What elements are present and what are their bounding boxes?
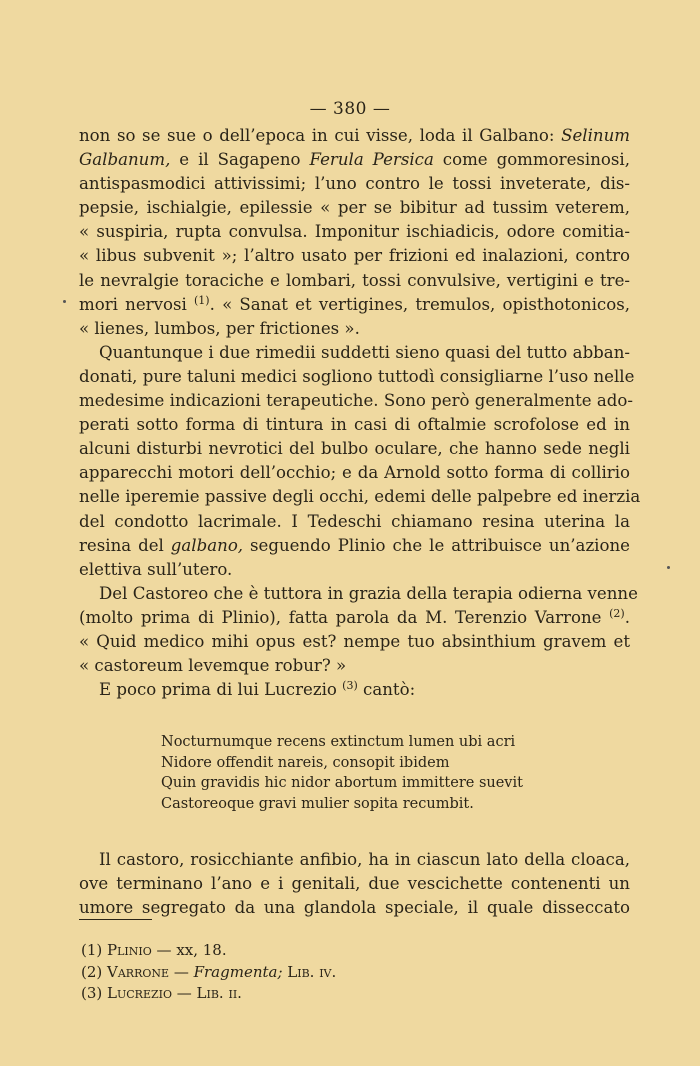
text-run: perati sotto forma di tintura in casi di oftalmie scrofolose ed in [79,415,630,435]
text-run: seguendo Plinio che le attribuisce un’azione [243,535,630,555]
text-run: umore segregato da una glandola speciale, il quale disseccato [79,897,630,917]
text-run: resina del [79,535,171,555]
footnote-work: Fragmenta; [193,962,283,981]
verse-quotation [161,732,523,814]
text-run: pepsie, ischialgie, epilessie « per se bibitur ad tussim veterem, [79,198,630,218]
text-line [79,630,630,654]
footnote-marker: (3) [342,679,358,693]
footnote-marker: (1) [194,293,210,307]
text-line [79,872,630,896]
text-run: « castoreum levemque robur? » [79,656,347,676]
text-line [79,678,630,702]
text-run: donati, pure taluni medici sogliono tuttodì consigliarne l’uso nelle [79,366,635,386]
text-run: . [624,607,630,627]
text-run: cantò: [357,680,416,700]
text-run: del condotto lacrimale. I Tedeschi chiamano resina uterina la [79,511,630,531]
text-line [79,269,630,293]
text-line [79,341,630,365]
footnote-number: (1) [81,941,103,959]
text-run: alcuni disturbi nevrotici del bulbo oculare, che hanno sede negli [79,439,630,459]
text-line [79,196,630,220]
margin-speck [667,566,670,569]
text-run: ove terminano l’ano e i genitali, due vescichette contenenti un [79,873,630,893]
text-run: non so se sue o dell’epoca in cui visse, loda il Galbano: [79,126,562,145]
italic-term: Ferula Persica [309,150,434,170]
text-run: « Quid medico mihi opus est? nempe tuo absinthium gravem et [79,631,630,651]
footnote-3 [81,983,336,1005]
text-line [79,389,633,413]
text-line [79,220,630,244]
verse-line: Quin gravidis hic nidor abortum immittere suevit [161,775,523,791]
footnote-number: (2) [81,962,103,981]
text-line [79,413,630,437]
text-line [79,437,630,461]
body-text-lower [79,831,630,936]
verse-line: Nidore offendit nareis, consopit ibidem [161,754,450,771]
text-line [79,896,630,920]
text-run: medesime indicazioni terapeutiche. Sono però generalmente ado- [79,391,633,411]
text-line [79,461,630,485]
italic-term: Selinum [561,126,630,145]
text-line [79,148,630,172]
text-run: le nevralgie toraciche e lombari, tossi convulsive, vertigini e tre- [79,270,630,290]
text-line [79,172,630,196]
text-line [79,654,630,678]
text-line [79,365,635,389]
paragraph-3 [79,582,638,678]
footnote-author: Lucrezio [107,984,172,1002]
footnote-separator [79,919,152,920]
footnote-reference: Lib. iv. [282,962,337,981]
footnote-separator-dash: — [169,962,194,981]
verse-line: Castoreoque gravi mulier sopita recumbit. [161,795,474,812]
text-line [79,124,630,148]
paragraph-4 [79,678,630,702]
italic-term: Galbanum, [79,150,171,170]
text-line [79,317,630,341]
text-line [79,582,638,606]
footnote-1 [81,940,336,962]
body-text-upper [79,124,641,702]
footnote-2 [81,962,336,984]
text-run: « suspiria, rupta convulsa. Imponitur ischiadicis, odore comitia- [79,222,630,242]
margin-speck [63,300,66,303]
text-run: antispasmodici attivissimi; l’uno contro le tossi inveterate, dis- [79,174,630,194]
text-run: apparecchi motori dell’occhio; e da Arnold sotto forma di collirio [79,463,630,483]
paragraph-2 [79,341,641,582]
footnote-separator-dash: — [172,984,197,1002]
text-run: Il castoro, rosicchiante anfibio, ha in ciascun lato della cloaca, [99,849,630,869]
text-run: mori nervosi [79,294,194,314]
text-run: nelle iperemie passive degli occhi, edemi delle palpebre ed inerzia [79,487,641,507]
text-run: come gommoresinosi, [433,150,630,170]
text-line [79,534,630,558]
footnote-author: Plinio [107,941,152,959]
footnote-number: (3) [81,984,103,1002]
text-run: Quantunque i due rimedii suddetti sieno quasi del tutto abban- [99,342,630,362]
text-run: E poco prima di lui Lucrezio [99,680,343,700]
footnote-marker: (2) [609,606,625,620]
paragraph-1 [79,124,630,341]
text-line [79,485,641,509]
footnote-separator-dash: — [151,941,177,959]
text-run: . « Sanat et vertigines, tremulos, opisthotonicos, [209,294,630,314]
text-line [79,848,630,872]
footnote-reference: Lib. ii. [196,984,242,1002]
footnote-author: Varrone [107,962,170,981]
text-line [79,244,630,268]
footnote-reference: xx, 18. [176,941,227,959]
text-line [79,510,630,534]
paragraph-5 [79,848,630,920]
text-line [79,606,630,630]
footnotes [81,940,336,1005]
text-run: e il Sagapeno [170,150,310,170]
page-number: — 380 — [309,99,391,119]
text-run: Del Castoreo che è tuttora in grazia della terapia odierna venne [99,583,638,603]
verse-line: Nocturnumque recens extinctum lumen ubi acri [161,734,516,750]
text-run: elettiva sull’utero. [79,559,233,579]
text-line [79,558,630,582]
text-line [79,293,630,317]
text-run: « lienes, lumbos, per frictiones ». [79,318,360,338]
italic-term: galbano, [170,535,244,555]
text-run: (molto prima di Plinio), fatta parola da M. Terenzio Varrone [79,607,610,627]
text-run: « libus subvenit »; l’altro usato per frizioni ed inalazioni, contro [79,246,630,266]
